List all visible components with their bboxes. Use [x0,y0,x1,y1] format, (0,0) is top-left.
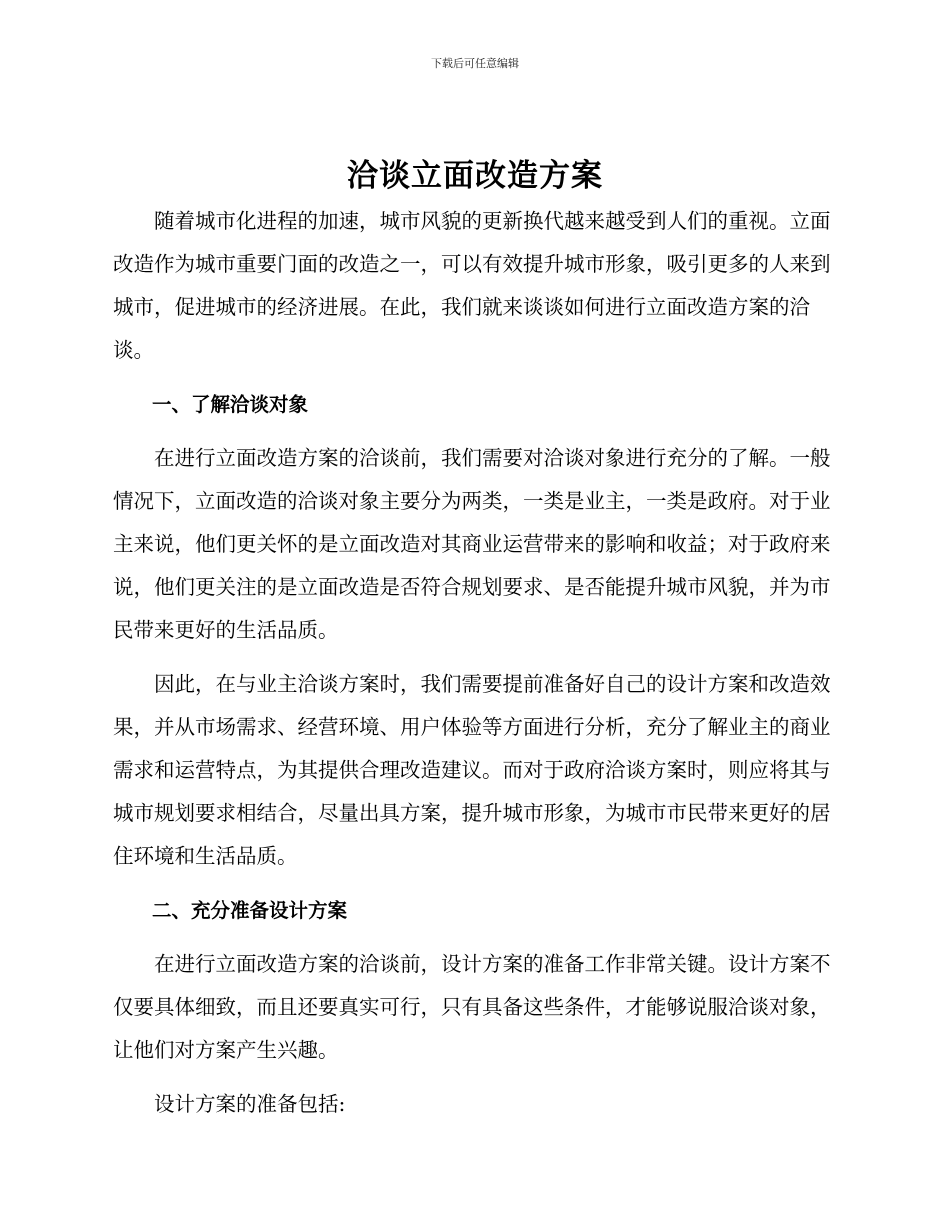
section-heading-1: 一、了解洽谈对象 [152,393,309,416]
body-paragraph: 在进行立面改造方案的洽谈前，设计方案的准备工作非常关键。设计方案不仅要具体细致，而且还要真实可行，只有具备这些条件，才能够说服洽谈对象，让他们对方案产生兴趣。 [113,952,831,1062]
section-heading-2: 二、充分准备设计方案 [152,899,348,922]
body-paragraph: 在进行立面改造方案的洽谈前，我们需要对洽谈对象进行充分的了解。一般情况下，立面改造的洽谈对象主要分为两类，一类是业主，一类是政府。对于业主来说，他们更关怀的是立面改造对其商业运营带来的影响和收益；对于政府来说，他们更关注的是立面改造是否符合规划要求、是否能提升城市风貌，并为市民带来更好的生活品质。 [113,446,831,642]
page-header-note: 下载后可任意编辑 [431,57,519,70]
body-paragraph: 设计方案的准备包括: [154,1092,346,1116]
document-body [113,200,833,1137]
intro-paragraph: 随着城市化进程的加速，城市风貌的更新换代越来越受到人们的重视。立面改造作为城市重要门面的改造之一，可以有效提升城市形象，吸引更多的人来到城市，促进城市的经济进展。在此，我们就来谈谈如何进行立面改造方案的洽谈。 [113,209,831,362]
body-paragraph: 因此，在与业主洽谈方案时，我们需要提前准备好自己的设计方案和改造效果，并从市场需求、经营环境、用户体验等方面进行分析，充分了解业主的商业需求和运营特点，为其提供合理改造建议。而对于政府洽谈方案时，则应将其与城市规划要求相结合，尽量出具方案，提升城市形象，为城市市民带来更好的居住环境和生活品质。 [113,672,831,868]
document-title: 洽谈立面改造方案 [347,158,603,194]
